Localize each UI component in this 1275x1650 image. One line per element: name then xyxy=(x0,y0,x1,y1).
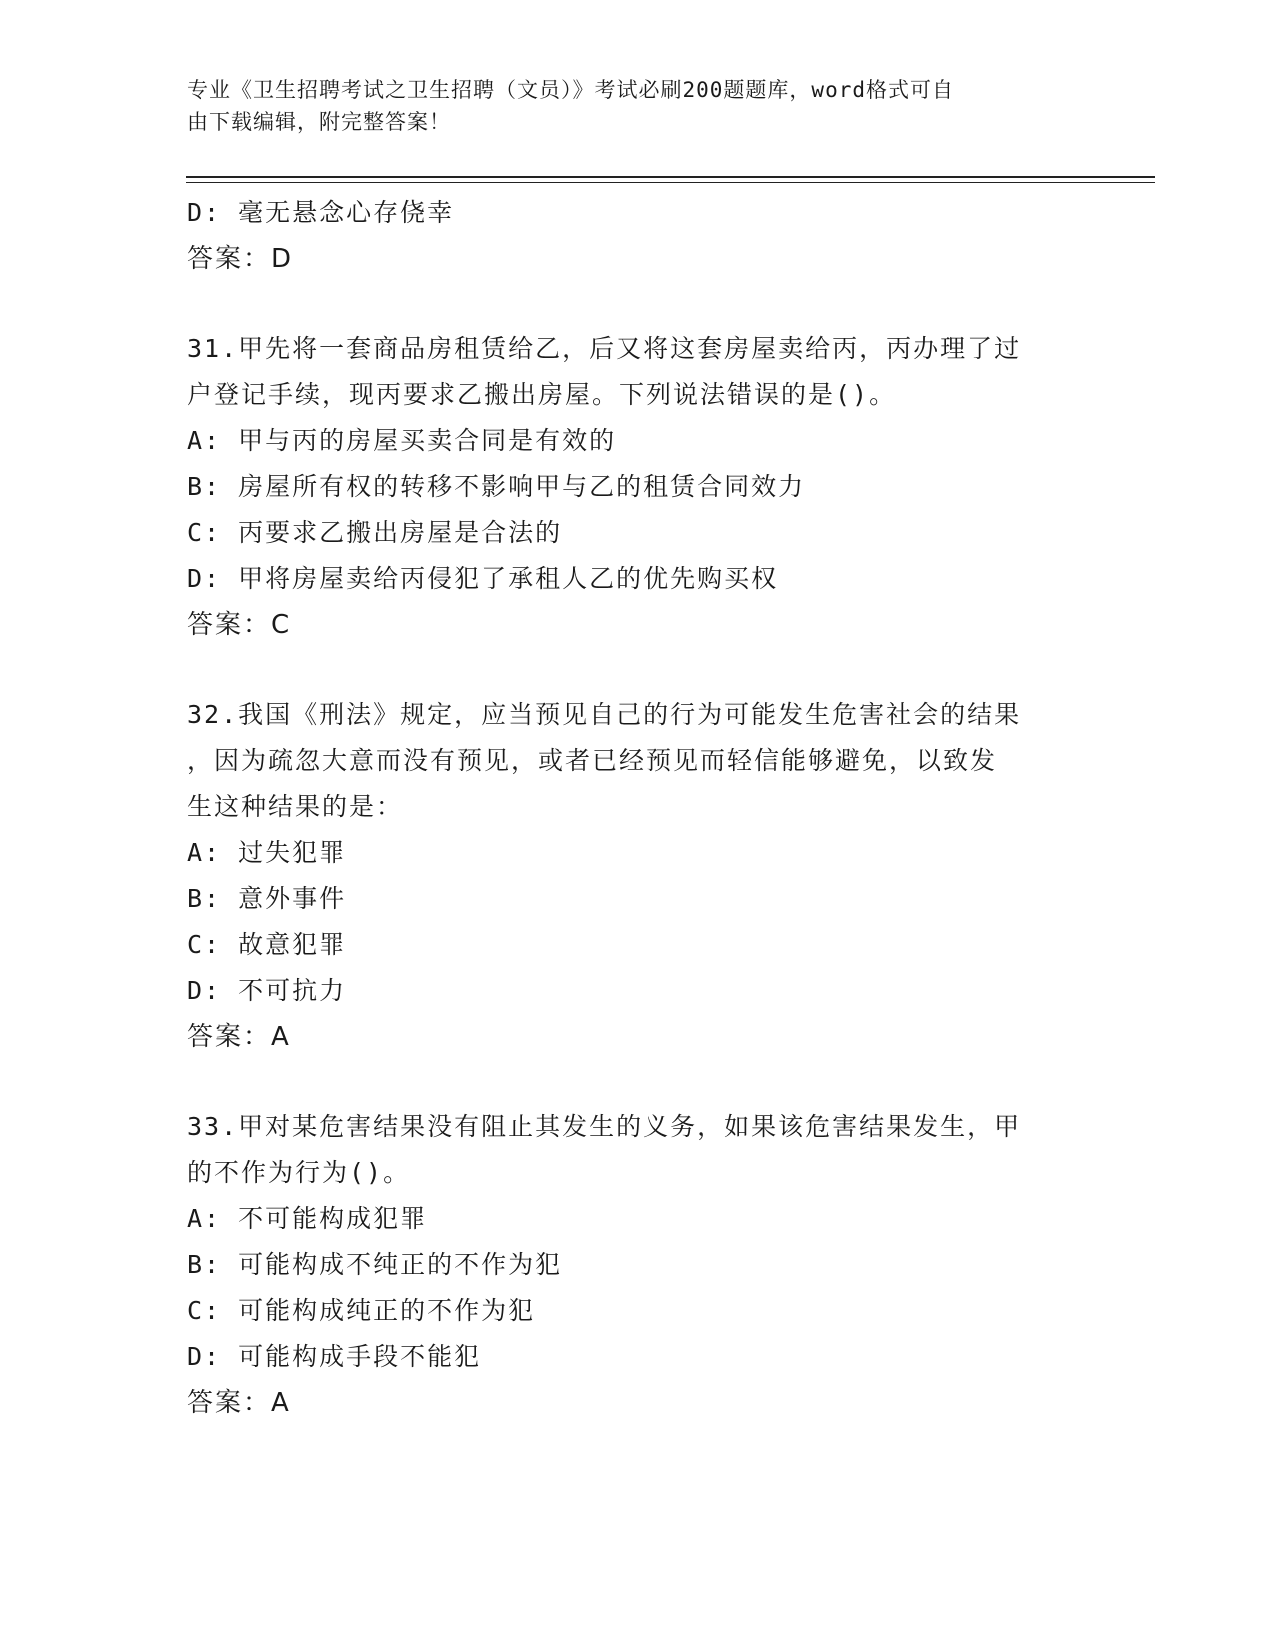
spacer xyxy=(187,1060,1087,1104)
question-stem: 的不作为行为()。 xyxy=(187,1158,411,1187)
option-d: D: 可能构成手段不能犯 xyxy=(187,1342,482,1371)
question-stem: 户登记手续，现丙要求乙搬出房屋。下列说法错误的是()。 xyxy=(187,380,897,409)
option-c: C: 可能构成纯正的不作为犯 xyxy=(187,1296,536,1325)
question-32 xyxy=(187,692,1087,1060)
question-31 xyxy=(187,326,1087,648)
option-b: B: 可能构成不纯正的不作为犯 xyxy=(187,1250,563,1279)
answer-line: 答案：A xyxy=(187,1388,291,1418)
option-c: C: 故意犯罪 xyxy=(187,930,347,959)
answer-line: 答案：A xyxy=(187,1022,291,1052)
option-a: A: 过失犯罪 xyxy=(187,838,347,867)
option-d: D: 甲将房屋卖给丙侵犯了承租人乙的优先购买权 xyxy=(187,564,779,593)
header-line: 由下载编辑，附完整答案！ xyxy=(187,110,451,134)
question-stem: 32.我国《刑法》规定，应当预见自己的行为可能发生危害社会的结果 xyxy=(187,700,1022,729)
spacer xyxy=(187,282,1087,326)
spacer xyxy=(187,648,1087,692)
option-b: B: 意外事件 xyxy=(187,884,347,913)
question-stem: ，因为疏忽大意而没有预见，或者已经预见而轻信能够避免，以致发 xyxy=(187,746,998,775)
question-stem: 31.甲先将一套商品房租赁给乙，后又将这套房屋卖给丙，丙办理了过 xyxy=(187,334,1022,363)
header-divider-thin xyxy=(186,182,1155,183)
question-stem: 33.甲对某危害结果没有阻止其发生的义务，如果该危害结果发生，甲 xyxy=(187,1112,1022,1141)
question-stem: 生这种结果的是： xyxy=(187,792,404,821)
option-d: D: 不可抗力 xyxy=(187,976,347,1005)
option-d: D: 毫无悬念心存侥幸 xyxy=(187,198,455,227)
option-b: B: 房屋所有权的转移不影响甲与乙的租赁合同效力 xyxy=(187,472,806,501)
header-divider-thick xyxy=(186,176,1155,178)
option-a: A: 甲与丙的房屋买卖合同是有效的 xyxy=(187,426,617,455)
question-33 xyxy=(187,1104,1087,1426)
header-line: 专业《卫生招聘考试之卫生招聘（文员）》考试必刷200题题库，word格式可自 xyxy=(187,78,954,102)
previous-question-tail xyxy=(187,190,1087,282)
option-c: C: 丙要求乙搬出房屋是合法的 xyxy=(187,518,563,547)
answer-line: 答案：C xyxy=(187,610,292,640)
document-body xyxy=(187,190,1087,1426)
document-header xyxy=(187,74,1067,138)
answer-line: 答案：D xyxy=(187,244,294,274)
option-a: A: 不可能构成犯罪 xyxy=(187,1204,428,1233)
